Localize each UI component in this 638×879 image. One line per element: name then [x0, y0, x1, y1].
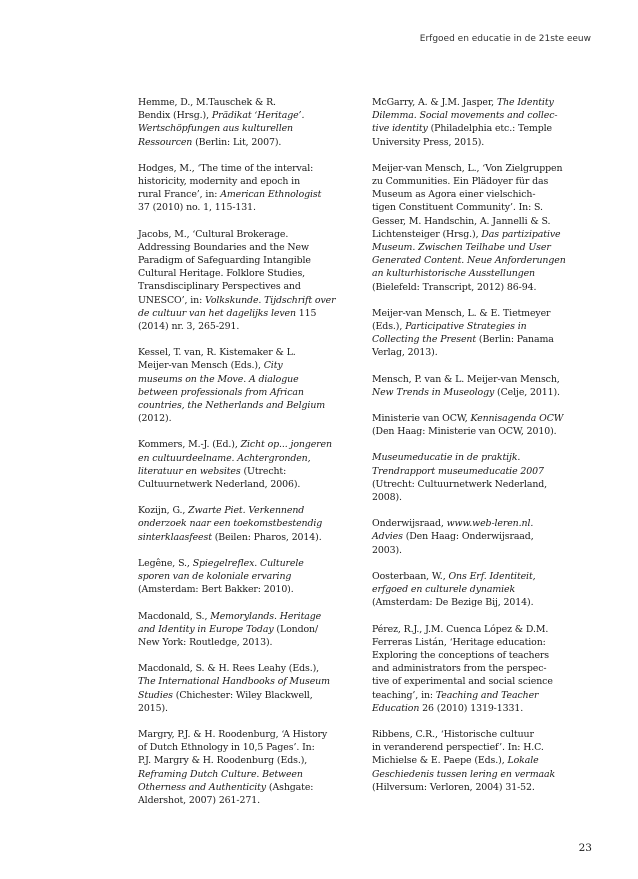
reference-text: McGarry, A. & J.M. Jasper, — [372, 97, 497, 108]
reference-title-text: Teaching and Teacher — [435, 689, 539, 701]
reference-text: (Chichester: Wiley Blackwell, — [172, 689, 313, 701]
reference-text: Transdisciplinary Perspectives and — [138, 281, 301, 293]
reference-entry — [138, 610, 328, 650]
reference-line — [138, 122, 328, 135]
reference-line — [138, 465, 328, 478]
reference-text: Hemme, D., M.Tauschek & R. — [138, 97, 276, 108]
reference-text: P.J. Margry & H. Roodenburg (Eds.), — [138, 755, 308, 767]
reference-line — [138, 254, 328, 267]
reference-text: Gesser, M. Handschin, A. Jannelli & S. — [372, 215, 551, 227]
reference-title-text: New Trends in Museology — [372, 386, 495, 398]
reference-line — [138, 583, 328, 596]
reference-text: (Utrecht: Cultuurnetwerk Nederland, — [372, 478, 548, 490]
reference-line — [138, 675, 328, 688]
reference-text: 115 — [295, 307, 317, 319]
reference-line — [372, 649, 562, 662]
reference-line — [372, 623, 562, 636]
reference-text: (Utrecht: — [240, 465, 287, 477]
reference-line — [372, 122, 562, 135]
reference-line — [372, 267, 562, 280]
reference-line — [138, 662, 328, 675]
reference-line — [372, 241, 562, 254]
reference-entry — [372, 623, 562, 715]
reference-entry — [138, 162, 328, 215]
reference-line — [138, 307, 328, 320]
reference-text: (Berlin: Lit, 2007). — [192, 136, 282, 148]
reference-text: (Hilversum: Verloren, 2004) 31-52. — [372, 781, 535, 793]
reference-text: Cultuurnetwerk Nederland, 2006). — [138, 479, 301, 491]
reference-text: Museum as Agora einer vielschich- — [372, 189, 536, 201]
reference-text: (Den Haag: Ministerie van OCW, 2010). — [372, 426, 557, 438]
reference-line — [372, 491, 562, 504]
reference-line — [138, 728, 328, 741]
reference-line — [138, 228, 328, 241]
reference-entry — [138, 96, 328, 149]
reference-line — [372, 281, 562, 294]
reference-title-text: Reframing Dutch Culture. Between — [138, 768, 303, 780]
reference-entry — [138, 728, 328, 807]
reference-line — [138, 741, 328, 754]
reference-entry — [138, 438, 332, 491]
reference-entry — [372, 307, 562, 360]
reference-entry — [138, 662, 328, 715]
reference-entry — [372, 162, 566, 294]
reference-line — [372, 530, 562, 543]
reference-text: Margry, P.J. & H. Roodenburg, ‘A History — [138, 728, 328, 740]
reference-title-text: Kennisagenda OCW — [470, 413, 564, 425]
reference-title-text: Zicht op... jongeren — [240, 439, 332, 451]
reference-line — [372, 136, 562, 149]
reference-line — [372, 228, 562, 241]
reference-line — [372, 333, 562, 346]
reference-title-text: www.web-leren.nl. — [446, 518, 534, 530]
reference-title-text: Ons Erf. Identiteit, — [448, 570, 536, 582]
reference-entry — [138, 557, 328, 597]
reference-text: (Bielefeld: Transcript, 2012) 86-94. — [372, 281, 537, 293]
reference-line — [138, 610, 328, 623]
reference-line — [372, 386, 562, 399]
reference-line — [138, 438, 332, 451]
reference-line — [372, 465, 562, 478]
reference-line — [372, 675, 562, 688]
reference-text: Paradigm of Safeguarding Intangible — [138, 255, 311, 267]
reference-text: Lichtensteiger (Hrsg.), — [372, 228, 482, 240]
reference-line — [138, 504, 328, 517]
reference-line — [372, 215, 562, 228]
reference-line — [372, 425, 562, 438]
reference-line — [372, 373, 562, 386]
reference-line — [372, 544, 562, 557]
reference-text: (Beilen: Pharos, 2014). — [211, 531, 322, 543]
reference-text: Verlag, 2013). — [372, 347, 438, 359]
reference-text: Ferreras Listán, ‘Heritage education: — [372, 636, 546, 648]
reference-line — [138, 109, 328, 122]
reference-text: University Press, 2015). — [372, 136, 485, 148]
reference-title-text: de cultuur van het dagelijks leven — [138, 307, 296, 319]
reference-line — [138, 570, 328, 583]
reference-line — [138, 280, 328, 293]
reference-text: Hodges, M., ‘The time of the interval: — [138, 162, 314, 174]
reference-text: 37 (2010) no. 1, 115-131. — [138, 202, 256, 214]
reference-line — [372, 478, 562, 491]
reference-line — [138, 623, 328, 636]
reference-text: Addressing Boundaries and the New — [138, 241, 309, 253]
reference-text: tive of experimental and social science — [372, 676, 553, 688]
reference-title-text: Geschiedenis tussen lering en vermaak — [372, 768, 556, 780]
reference-title-text: Advies — [372, 531, 403, 543]
reference-title-text: sinterklaasfeest — [138, 531, 212, 543]
reference-title-text: tive identity — [372, 123, 428, 135]
reference-text: 2003). — [372, 544, 402, 556]
reference-title-text: erfgoed en culturele dynamiek — [372, 584, 516, 596]
reference-title-text: Zwarte Piet. Verkennend — [188, 505, 305, 517]
reference-title-text: Prädikat ‘Heritage’. — [211, 110, 305, 122]
reference-line — [372, 201, 562, 214]
reference-line — [138, 294, 336, 307]
reference-title-text: countries, the Netherlands and Belgium — [138, 400, 326, 412]
reference-line — [138, 320, 328, 333]
reference-line — [138, 373, 328, 386]
reference-line — [138, 399, 328, 412]
reference-title-text: Dilemma. Social movements and collec- — [372, 110, 558, 122]
reference-entry — [372, 96, 562, 149]
reference-text: (London/ — [273, 623, 319, 635]
reference-line — [138, 557, 328, 570]
reference-line — [138, 386, 328, 399]
reference-text: Exploring the conceptions of teachers — [372, 649, 550, 661]
reference-text: (Eds.), — [372, 321, 406, 333]
reference-text: Mensch, P. van & L. Meijer-van Mensch, — [372, 373, 560, 385]
reference-text: (Celje, 2011). — [494, 386, 560, 398]
reference-line — [372, 689, 562, 702]
reference-line — [372, 346, 562, 359]
reference-text: and administrators from the perspec- — [372, 663, 547, 675]
reference-line — [138, 636, 328, 649]
running-head: Erfgoed en educatie in de 21ste eeuw — [419, 34, 591, 44]
reference-title-text: en cultuurdeelname. Achtergronden, — [138, 452, 311, 464]
reference-text: Oosterbaan, W., — [372, 570, 449, 582]
reference-line — [372, 570, 562, 583]
reference-text: (2012). — [138, 413, 172, 425]
reference-title-text: onderzoek naar een toekomstbestendig — [138, 518, 323, 530]
reference-line — [138, 754, 328, 767]
reference-line — [138, 781, 328, 794]
reference-entry — [138, 228, 336, 334]
reference-title-text: an kulturhistorische Ausstellungen — [372, 268, 535, 280]
reference-text: Pérez, R.J., J.M. Cuenca López & D.M. — [372, 623, 549, 635]
reference-text: teaching’, in: — [372, 689, 436, 701]
reference-title-text: Trendrapport museumeducatie 2007 — [372, 465, 544, 477]
reference-line — [372, 517, 562, 530]
reference-line — [138, 359, 328, 372]
reference-line — [138, 96, 328, 109]
reference-line — [138, 136, 328, 149]
reference-line — [372, 596, 562, 609]
reference-title-text: Wertschöpfungen aus kulturellen — [138, 123, 293, 135]
reference-text: 26 (2010) 1319-1331. — [419, 702, 524, 714]
reference-title-text: between professionals from African — [138, 386, 304, 398]
reference-entry — [372, 728, 562, 794]
reference-text: Kommers, M.-J. (Ed.), — [138, 439, 241, 451]
reference-line — [372, 781, 562, 794]
reference-column-right — [372, 96, 566, 807]
reference-text: Michielse & E. Paepe (Eds.), — [372, 755, 508, 767]
reference-entry — [372, 570, 562, 610]
reference-text: Meijer-van Mensch, L., ‘Von Zielgruppen — [372, 162, 563, 174]
reference-text: Kozijn, G., — [138, 505, 189, 517]
reference-title-text: and Identity in Europe Today — [138, 623, 274, 635]
reference-line — [372, 307, 562, 320]
reference-entry — [372, 412, 562, 438]
reference-line — [372, 583, 562, 596]
reference-title-text: Lokale — [507, 755, 539, 767]
reference-line — [138, 162, 328, 175]
reference-title-text: Generated Content. Neue Anforderungen — [372, 255, 566, 267]
reference-title-text: Spiegelreflex. Culturele — [192, 557, 304, 569]
reference-title-text: museums on the Move. A dialogue — [138, 373, 299, 385]
reference-line — [372, 728, 562, 741]
reference-line — [138, 689, 328, 702]
reference-text: Cultural Heritage. Folklore Studies, — [138, 268, 306, 280]
reference-column-left — [138, 96, 336, 820]
reference-text: Kessel, T. van, R. Kistemaker & L. — [138, 347, 296, 359]
reference-line — [138, 702, 328, 715]
reference-text: tigen Constituent Community’. In: S. — [372, 202, 543, 214]
reference-text: (Amsterdam: De Bezige Bij, 2014). — [372, 597, 534, 609]
reference-line — [138, 794, 328, 807]
reference-text: Legêne, S., — [138, 557, 193, 569]
reference-line — [372, 702, 562, 715]
reference-line — [372, 254, 566, 267]
reference-text: New York: Routledge, 2013). — [138, 636, 273, 648]
reference-title-text: Education — [372, 702, 420, 714]
reference-text: (Philadelphia etc.: Temple — [427, 123, 552, 135]
reference-line — [138, 188, 328, 201]
reference-entry — [372, 451, 562, 504]
reference-line — [138, 452, 328, 465]
reference-line — [372, 741, 562, 754]
reference-text: Onderwijsraad, — [372, 518, 447, 530]
reference-title-text: sporen van de koloniale ervaring — [138, 571, 292, 583]
reference-line — [372, 109, 562, 122]
reference-text: Bendix (Hrsg.), — [138, 110, 212, 122]
reference-text: zu Communities. Ein Plädoyer für das — [372, 176, 549, 188]
reference-text: UNESCO’, in: — [138, 294, 206, 306]
reference-line — [138, 531, 328, 544]
reference-line — [138, 768, 328, 781]
reference-line — [372, 768, 562, 781]
reference-line — [138, 267, 328, 280]
reference-text: Meijer-van Mensch, L. & E. Tietmeyer — [372, 307, 551, 319]
reference-line — [372, 96, 562, 109]
reference-title-text: literatuur en websites — [138, 465, 241, 477]
reference-text: rural France’, in: — [138, 189, 221, 201]
reference-text: (2014) nr. 3, 265-291. — [138, 321, 240, 333]
reference-title-text: Museumeducatie in de praktijk. — [372, 452, 521, 464]
reference-line — [372, 320, 562, 333]
reference-title-text: The Identity — [496, 97, 554, 108]
reference-line — [138, 241, 328, 254]
reference-entry — [138, 346, 328, 425]
reference-title-text: Das partizipative — [481, 228, 561, 240]
reference-title-text: American Ethnologist — [220, 189, 322, 201]
reference-line — [372, 754, 562, 767]
reference-text: Jacobs, M., ‘Cultural Brokerage. — [138, 228, 289, 240]
reference-text: historicity, modernity and epoch in — [138, 176, 301, 188]
reference-line — [138, 175, 328, 188]
reference-entry — [372, 373, 562, 399]
reference-line — [372, 662, 562, 675]
reference-title-text: Otherness and Authenticity — [138, 781, 266, 793]
reference-text: (Den Haag: Onderwijsraad, — [402, 531, 534, 543]
reference-line — [138, 201, 328, 214]
reference-line — [138, 478, 328, 491]
reference-text: 2015). — [138, 702, 168, 714]
reference-title-text: Studies — [138, 689, 173, 701]
reference-text: Macdonald, S. & H. Rees Leahy (Eds.), — [138, 663, 320, 675]
reference-line — [372, 451, 562, 464]
reference-line — [138, 346, 328, 359]
reference-entry — [372, 517, 562, 557]
reference-text: Meijer-van Mensch (Eds.), — [138, 360, 264, 372]
reference-text: in veranderend perspectief’. In: H.C. — [372, 742, 544, 754]
reference-line — [372, 412, 562, 425]
reference-title-text: Ressourcen — [138, 136, 193, 148]
reference-line — [372, 175, 562, 188]
reference-text: of Dutch Ethnology in 10,5 Pages’. In: — [138, 742, 315, 754]
reference-text: Aldershot, 2007) 261-271. — [138, 794, 260, 806]
reference-line — [138, 517, 328, 530]
reference-line — [138, 412, 328, 425]
reference-title-text: Participative Strategies in — [405, 321, 527, 333]
reference-text: Ribbens, C.R., ‘Historische cultuur — [372, 728, 534, 740]
reference-text: 2008). — [372, 492, 402, 504]
reference-line — [372, 188, 562, 201]
reference-title-text: Memorylands. Heritage — [210, 610, 322, 622]
reference-text: (Amsterdam: Bert Bakker: 2010). — [138, 584, 294, 596]
reference-title-text: Volkskunde. Tijdschrift over — [205, 294, 336, 306]
reference-text: Ministerie van OCW, — [372, 413, 471, 425]
reference-title-text: City — [263, 360, 283, 372]
reference-line — [372, 162, 562, 175]
reference-text: Macdonald, S., — [138, 610, 211, 622]
reference-title-text: Collecting the Present — [372, 334, 477, 346]
page-number: 23 — [578, 842, 592, 854]
reference-line — [372, 636, 562, 649]
reference-title-text: Museum. Zwischen Teilhabe und User — [372, 242, 551, 254]
reference-text: (Berlin: Panama — [476, 334, 554, 346]
reference-title-text: The International Handbooks of Museum — [138, 676, 330, 688]
reference-text: (Ashgate: — [266, 781, 314, 793]
reference-entry — [138, 504, 328, 544]
